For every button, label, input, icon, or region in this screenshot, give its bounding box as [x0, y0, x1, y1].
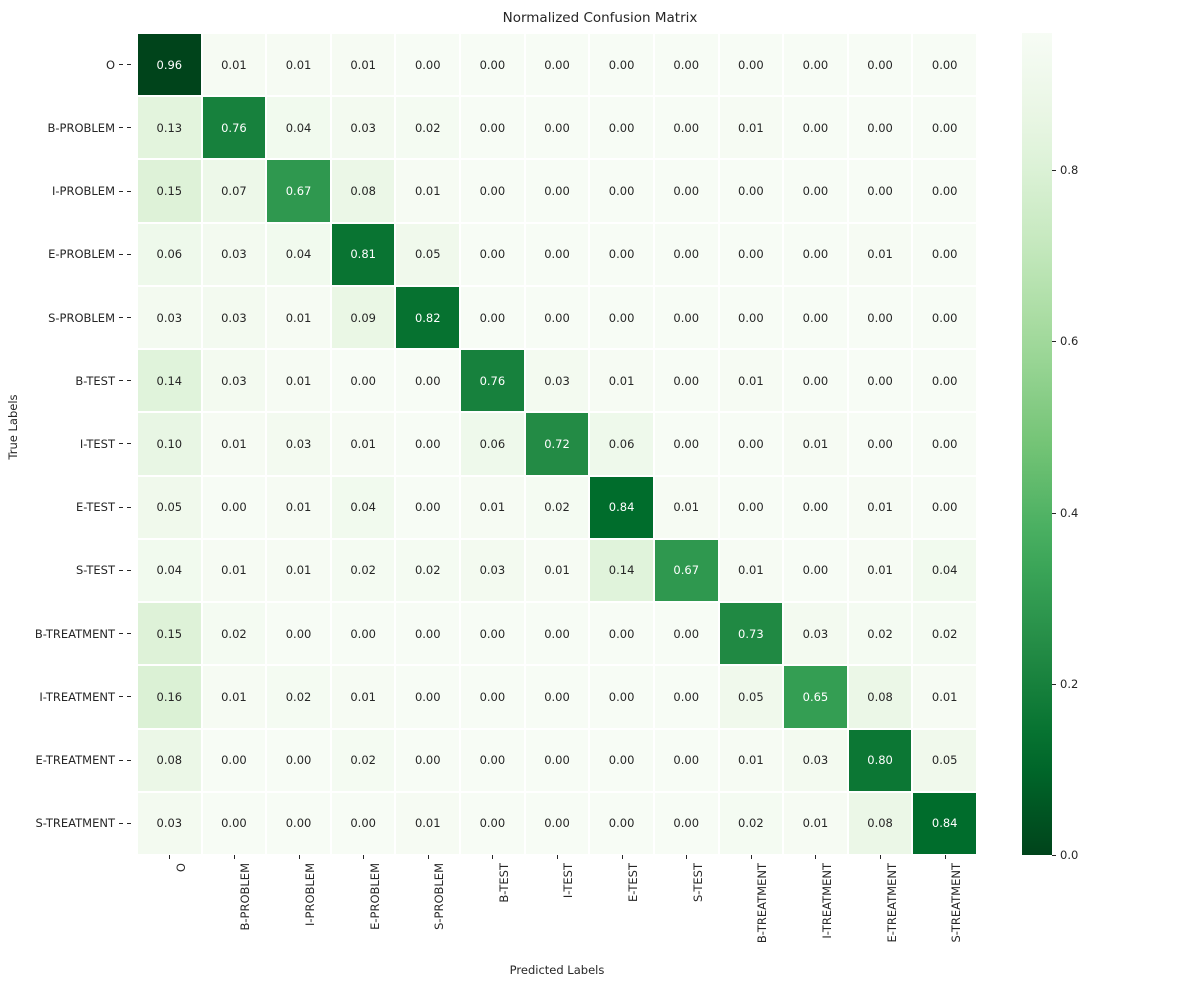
heatmap-cell: 0.00	[719, 159, 784, 222]
heatmap-cell: 0.01	[654, 476, 719, 539]
heatmap-cell: 0.02	[525, 476, 590, 539]
heatmap-cell: 0.01	[912, 665, 977, 728]
heatmap-cell: 0.13	[137, 96, 202, 159]
heatmap-cell: 0.00	[525, 729, 590, 792]
heatmap-cell: 0.00	[719, 286, 784, 349]
x-tick-label: E-TEST	[589, 855, 654, 985]
heatmap-cell: 0.00	[654, 412, 719, 475]
heatmap-cell: 0.01	[202, 412, 267, 475]
heatmap-cell: 0.02	[266, 665, 331, 728]
heatmap-cell: 0.00	[589, 223, 654, 286]
heatmap-cell: 0.00	[460, 729, 525, 792]
heatmap-grid	[137, 33, 977, 855]
heatmap-cell: 0.04	[266, 223, 331, 286]
heatmap-cell: 0.00	[912, 286, 977, 349]
heatmap-cell: 0.00	[202, 792, 267, 855]
heatmap-cell: 0.03	[460, 539, 525, 602]
heatmap-cell: 0.05	[395, 223, 460, 286]
heatmap-cell: 0.01	[331, 412, 396, 475]
heatmap-cell: 0.01	[719, 349, 784, 412]
colorbar-tick: 0.6	[1052, 334, 1078, 348]
heatmap-cell: 0.00	[783, 159, 848, 222]
heatmap-cell: 0.02	[331, 729, 396, 792]
heatmap-cell: 0.00	[266, 792, 331, 855]
heatmap-cell: 0.03	[266, 412, 331, 475]
heatmap-cell: 0.06	[137, 223, 202, 286]
heatmap-cell: 0.72	[525, 412, 590, 475]
heatmap-cell: 0.01	[395, 792, 460, 855]
heatmap-cell: 0.67	[266, 159, 331, 222]
heatmap-cell: 0.02	[331, 539, 396, 602]
heatmap-cell: 0.00	[589, 602, 654, 665]
heatmap-cell: 0.00	[589, 729, 654, 792]
heatmap-cell: 0.00	[460, 96, 525, 159]
heatmap-cell: 0.00	[331, 602, 396, 665]
x-tick-label: I-TREATMENT	[783, 855, 848, 985]
y-tick-label: S-TEST	[0, 539, 131, 602]
heatmap-cell: 0.00	[783, 223, 848, 286]
y-tick-label: E-TEST	[0, 476, 131, 539]
heatmap-cell: 0.01	[266, 33, 331, 96]
x-tick-label: O	[137, 855, 202, 985]
x-tick-label: I-PROBLEM	[266, 855, 331, 985]
heatmap-cell: 0.00	[783, 286, 848, 349]
heatmap-cell: 0.09	[331, 286, 396, 349]
heatmap-cell: 0.00	[525, 665, 590, 728]
y-tick-label: B-TREATMENT	[0, 602, 131, 665]
heatmap-cell: 0.00	[395, 602, 460, 665]
heatmap-cell: 0.01	[848, 539, 913, 602]
heatmap-cell: 0.00	[719, 476, 784, 539]
heatmap-cell: 0.03	[137, 286, 202, 349]
heatmap-cell: 0.01	[719, 96, 784, 159]
heatmap-cell: 0.16	[137, 665, 202, 728]
heatmap-cell: 0.00	[654, 286, 719, 349]
colorbar-tick: 0.4	[1052, 506, 1078, 520]
heatmap-cell: 0.00	[460, 286, 525, 349]
heatmap-cell: 0.00	[783, 476, 848, 539]
y-tick-label: I-PROBLEM	[0, 159, 131, 222]
heatmap-cell: 0.81	[331, 223, 396, 286]
heatmap-cell: 0.00	[525, 159, 590, 222]
x-tick-label: B-TEST	[460, 855, 525, 985]
heatmap-cell: 0.01	[525, 539, 590, 602]
heatmap-cell: 0.00	[589, 33, 654, 96]
heatmap-cell: 0.00	[654, 223, 719, 286]
heatmap-cell: 0.03	[202, 223, 267, 286]
heatmap-cell: 0.08	[137, 729, 202, 792]
heatmap-cell: 0.04	[137, 539, 202, 602]
heatmap-cell: 0.07	[202, 159, 267, 222]
heatmap-cell: 0.76	[202, 96, 267, 159]
heatmap-cell: 0.00	[395, 476, 460, 539]
heatmap-cell: 0.01	[460, 476, 525, 539]
heatmap-cell: 0.01	[266, 286, 331, 349]
heatmap-cell: 0.01	[202, 33, 267, 96]
heatmap-cell: 0.02	[912, 602, 977, 665]
x-tick-label: S-TEST	[654, 855, 719, 985]
heatmap-cell: 0.03	[202, 286, 267, 349]
heatmap-cell: 0.00	[266, 602, 331, 665]
heatmap-cell: 0.00	[783, 96, 848, 159]
heatmap-cell: 0.04	[912, 539, 977, 602]
heatmap-cell: 0.01	[266, 349, 331, 412]
heatmap-cell: 0.00	[654, 159, 719, 222]
heatmap-cell: 0.08	[331, 159, 396, 222]
heatmap-cell: 0.06	[460, 412, 525, 475]
heatmap-cell: 0.03	[331, 96, 396, 159]
heatmap-cell: 0.00	[912, 33, 977, 96]
heatmap-cell: 0.00	[460, 159, 525, 222]
heatmap-cell: 0.08	[848, 665, 913, 728]
heatmap-cell: 0.02	[202, 602, 267, 665]
heatmap-cell: 0.00	[525, 602, 590, 665]
heatmap-cell: 0.00	[783, 349, 848, 412]
heatmap-cell: 0.00	[395, 349, 460, 412]
y-tick-label: B-PROBLEM	[0, 96, 131, 159]
heatmap-cell: 0.67	[654, 539, 719, 602]
heatmap-cell: 0.00	[719, 412, 784, 475]
heatmap-cell: 0.01	[719, 729, 784, 792]
heatmap-cell: 0.00	[848, 159, 913, 222]
heatmap-cell: 0.00	[331, 792, 396, 855]
y-tick-label: I-TEST	[0, 412, 131, 475]
heatmap-cell: 0.00	[912, 476, 977, 539]
colorbar-tick: 0.8	[1052, 163, 1078, 177]
x-tick-label: E-TREATMENT	[848, 855, 913, 985]
heatmap-cell: 0.08	[848, 792, 913, 855]
heatmap-cell: 0.06	[589, 412, 654, 475]
heatmap-cell: 0.84	[589, 476, 654, 539]
heatmap-cell: 0.00	[719, 33, 784, 96]
heatmap-cell: 0.00	[912, 349, 977, 412]
heatmap-cell: 0.05	[719, 665, 784, 728]
heatmap-cell: 0.00	[460, 602, 525, 665]
heatmap-cell: 0.00	[460, 792, 525, 855]
heatmap-cell: 0.00	[395, 412, 460, 475]
heatmap-cell: 0.02	[395, 539, 460, 602]
x-tick-label: E-PROBLEM	[331, 855, 396, 985]
heatmap-cell: 0.01	[266, 476, 331, 539]
heatmap-cell: 0.00	[525, 33, 590, 96]
heatmap-cell: 0.00	[654, 665, 719, 728]
colorbar-tick: 0.0	[1052, 848, 1078, 862]
heatmap-cell: 0.00	[783, 539, 848, 602]
heatmap-cell: 0.76	[460, 349, 525, 412]
heatmap-cell: 0.84	[912, 792, 977, 855]
heatmap-cell: 0.00	[654, 96, 719, 159]
heatmap-cell: 0.00	[654, 792, 719, 855]
heatmap-cell: 0.01	[719, 539, 784, 602]
heatmap-cell: 0.00	[589, 96, 654, 159]
heatmap-cell: 0.00	[783, 33, 848, 96]
heatmap-cell: 0.00	[848, 412, 913, 475]
heatmap-cell: 0.01	[848, 223, 913, 286]
heatmap-cell: 0.02	[719, 792, 784, 855]
y-tick-label: B-TEST	[0, 349, 131, 412]
colorbar-tick: 0.2	[1052, 677, 1078, 691]
heatmap-cell: 0.00	[525, 286, 590, 349]
heatmap-cell: 0.01	[202, 665, 267, 728]
heatmap-cell: 0.03	[783, 602, 848, 665]
heatmap-cell: 0.00	[525, 792, 590, 855]
y-tick-label: S-PROBLEM	[0, 286, 131, 349]
heatmap-cell: 0.00	[719, 223, 784, 286]
heatmap-cell: 0.00	[589, 792, 654, 855]
heatmap-cell: 0.00	[589, 159, 654, 222]
heatmap-cell: 0.96	[137, 33, 202, 96]
heatmap-cell: 0.04	[331, 476, 396, 539]
heatmap-cell: 0.65	[783, 665, 848, 728]
heatmap-cell: 0.82	[395, 286, 460, 349]
heatmap-cell: 0.00	[848, 349, 913, 412]
heatmap-cell: 0.14	[589, 539, 654, 602]
heatmap-cell: 0.03	[525, 349, 590, 412]
heatmap-cell: 0.00	[331, 349, 396, 412]
heatmap-cell: 0.15	[137, 159, 202, 222]
heatmap-cell: 0.02	[848, 602, 913, 665]
heatmap-cell: 0.00	[202, 729, 267, 792]
y-tick-label: S-TREATMENT	[0, 792, 131, 855]
x-tick-label: B-TREATMENT	[719, 855, 784, 985]
heatmap-cell: 0.01	[848, 476, 913, 539]
heatmap-cell: 0.15	[137, 602, 202, 665]
colorbar-tick-labels	[1052, 33, 1112, 862]
heatmap-cell: 0.00	[848, 286, 913, 349]
heatmap-cell: 0.00	[460, 223, 525, 286]
heatmap-cell: 0.00	[589, 286, 654, 349]
heatmap-cell: 0.05	[137, 476, 202, 539]
heatmap-cell: 0.10	[137, 412, 202, 475]
heatmap-cell: 0.01	[202, 539, 267, 602]
heatmap-cell: 0.03	[137, 792, 202, 855]
heatmap-cell: 0.00	[202, 476, 267, 539]
heatmap-cell: 0.00	[654, 33, 719, 96]
colorbar	[1022, 33, 1052, 855]
heatmap-cell: 0.80	[848, 729, 913, 792]
heatmap-cell: 0.00	[848, 96, 913, 159]
heatmap-cell: 0.01	[395, 159, 460, 222]
heatmap-cell: 0.00	[395, 33, 460, 96]
y-tick-label: O	[0, 33, 131, 96]
chart-title: Normalized Confusion Matrix	[502, 10, 698, 26]
y-axis-tick-labels	[0, 33, 131, 855]
y-tick-label: E-TREATMENT	[0, 729, 131, 792]
x-tick-label: S-PROBLEM	[395, 855, 460, 985]
heatmap-cell: 0.01	[331, 665, 396, 728]
heatmap-cell: 0.00	[460, 665, 525, 728]
heatmap-cell: 0.00	[912, 96, 977, 159]
heatmap-cell: 0.00	[654, 602, 719, 665]
colorbar-gradient	[1022, 33, 1052, 855]
x-tick-label: S-TREATMENT	[912, 855, 977, 985]
heatmap-cell: 0.00	[912, 159, 977, 222]
heatmap-cell: 0.00	[460, 33, 525, 96]
heatmap-cell: 0.01	[783, 792, 848, 855]
heatmap-cell: 0.03	[783, 729, 848, 792]
heatmap-cell: 0.00	[395, 729, 460, 792]
x-tick-label: B-PROBLEM	[202, 855, 267, 985]
y-tick-label: I-TREATMENT	[0, 665, 131, 728]
heatmap-cell: 0.73	[719, 602, 784, 665]
heatmap-cell: 0.02	[395, 96, 460, 159]
y-tick-label: E-PROBLEM	[0, 223, 131, 286]
heatmap-cell: 0.01	[589, 349, 654, 412]
heatmap-cell: 0.00	[266, 729, 331, 792]
x-axis-title: Predicted Labels	[509, 963, 605, 977]
heatmap-cell: 0.01	[266, 539, 331, 602]
x-tick-label: I-TEST	[525, 855, 590, 985]
heatmap-cell: 0.00	[525, 96, 590, 159]
heatmap-cell: 0.14	[137, 349, 202, 412]
heatmap-cell: 0.00	[912, 412, 977, 475]
heatmap-cell: 0.00	[525, 223, 590, 286]
heatmap-cell: 0.00	[395, 665, 460, 728]
heatmap-cell: 0.00	[848, 33, 913, 96]
y-axis-title: True Labels	[6, 394, 20, 460]
heatmap-cell: 0.04	[266, 96, 331, 159]
heatmap-cell: 0.00	[654, 349, 719, 412]
heatmap-cell: 0.05	[912, 729, 977, 792]
heatmap-cell: 0.01	[331, 33, 396, 96]
heatmap-cell: 0.01	[783, 412, 848, 475]
heatmap-cell: 0.00	[912, 223, 977, 286]
heatmap-cell: 0.03	[202, 349, 267, 412]
heatmap-cell: 0.00	[589, 665, 654, 728]
heatmap-cell: 0.00	[654, 729, 719, 792]
